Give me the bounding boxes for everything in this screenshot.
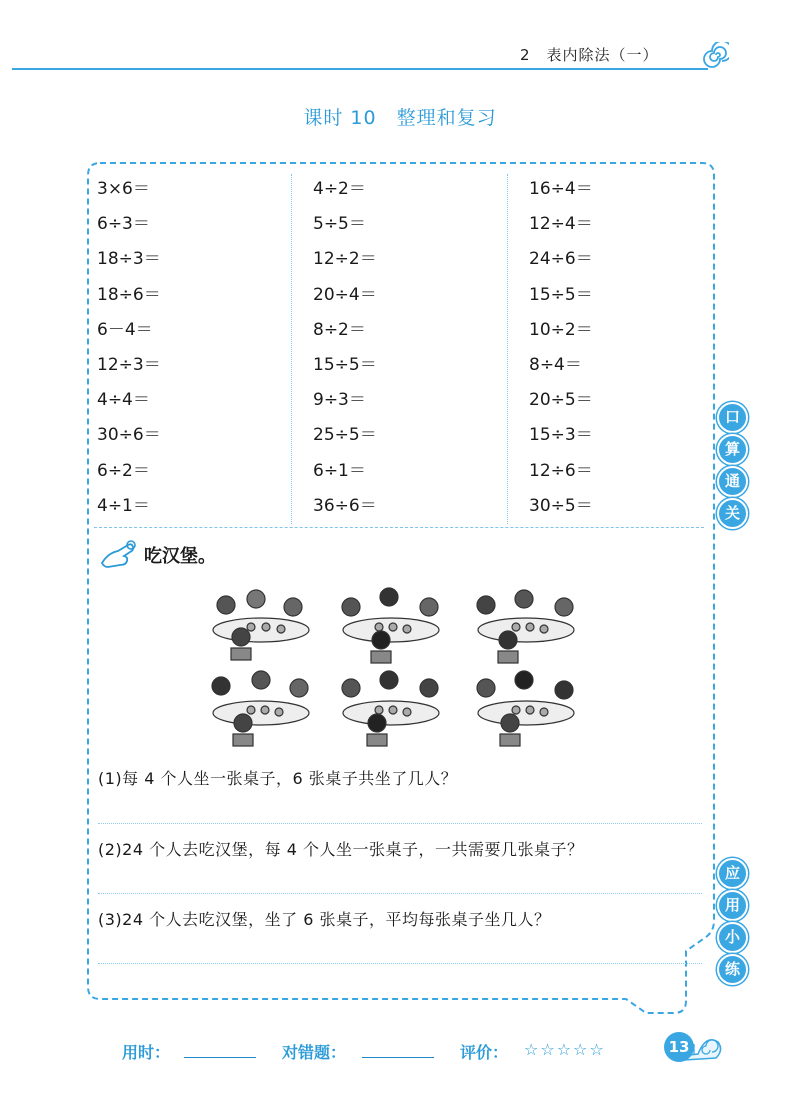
arith-item: 12÷4＝ — [529, 214, 593, 235]
table-group-illustration — [342, 588, 439, 663]
arith-column-1 — [97, 172, 297, 524]
arith-item: 6÷2＝ — [97, 460, 150, 481]
arith-item: 4÷1＝ — [97, 495, 150, 516]
answer-line — [98, 893, 702, 894]
arith-item: 12÷2＝ — [313, 249, 377, 270]
side-tab-char: 小 — [717, 922, 748, 953]
arith-item: 36÷6＝ — [313, 495, 377, 516]
column-divider — [291, 174, 292, 524]
rating-stars[interactable]: ☆☆☆☆☆ — [524, 1040, 606, 1059]
table-group-illustration — [477, 590, 574, 663]
arith-item: 5÷5＝ — [313, 214, 366, 235]
arith-item: 6－4＝ — [97, 319, 153, 340]
side-tab-char: 练 — [717, 954, 748, 985]
side-tab-char: 算 — [717, 434, 748, 465]
column-divider — [507, 174, 508, 524]
header-rule — [12, 68, 708, 70]
arith-item: 15÷3＝ — [529, 425, 593, 446]
errors-blank[interactable] — [362, 1057, 434, 1058]
page-number: 13 — [664, 1032, 694, 1062]
arith-item: 30÷6＝ — [97, 425, 161, 446]
chapter-header: 2 表内除法（一） — [520, 46, 659, 64]
arith-item: 25÷5＝ — [313, 425, 377, 446]
arith-item: 20÷4＝ — [313, 284, 377, 305]
question-2: (2)24 个人去吃汉堡，每 4 个人坐一张桌子，一共需要几张桌子？ — [98, 840, 584, 859]
arith-item: 6÷1＝ — [313, 460, 366, 481]
arith-item: 9÷3＝ — [313, 390, 366, 411]
time-label: 用时： — [122, 1043, 171, 1062]
side-tab-char: 口 — [717, 402, 748, 433]
arith-item: 4÷4＝ — [97, 390, 150, 411]
arith-item: 12÷6＝ — [529, 460, 593, 481]
table-group-illustration — [212, 671, 309, 746]
arith-item: 6÷3＝ — [97, 214, 150, 235]
arith-item: 8÷2＝ — [313, 319, 366, 340]
arith-item: 20÷5＝ — [529, 390, 593, 411]
side-tab-char: 应 — [717, 858, 748, 889]
rating-label: 评价： — [460, 1043, 509, 1062]
arith-column-3 — [529, 172, 729, 524]
spiral-icon — [703, 42, 729, 68]
arith-item: 18÷6＝ — [97, 284, 161, 305]
side-tab-char: 用 — [717, 890, 748, 921]
time-blank[interactable] — [184, 1057, 256, 1058]
arith-item: 3×6＝ — [97, 179, 150, 199]
question-1: (1)每 4 个人坐一张桌子，6 张桌子共坐了几人？ — [98, 769, 458, 788]
arith-item: 30÷5＝ — [529, 495, 593, 516]
arith-column-2 — [313, 172, 513, 524]
table-group-illustration — [477, 671, 574, 746]
answer-line — [98, 823, 702, 824]
question-3: (3)24 个人去吃汉堡，坐了 6 张桌子，平均每张桌子坐几人？ — [98, 910, 551, 929]
side-tab-char: 通 — [717, 466, 748, 497]
children-eating-illustration — [196, 580, 606, 750]
table-group-illustration — [342, 671, 439, 746]
arith-item: 8÷4＝ — [529, 354, 582, 375]
arith-item: 16÷4＝ — [529, 179, 593, 199]
pointing-hand-icon — [98, 537, 138, 571]
arith-item: 10÷2＝ — [529, 319, 593, 340]
answer-line — [98, 963, 702, 964]
arith-item: 4÷2＝ — [313, 179, 366, 199]
arith-item: 15÷5＝ — [529, 284, 593, 305]
section-divider — [94, 527, 704, 528]
arith-item: 18÷3＝ — [97, 249, 161, 270]
arith-item: 12÷3＝ — [97, 354, 161, 375]
arith-item: 24÷6＝ — [529, 249, 593, 270]
lesson-title: 课时 10 整理和复习 — [303, 107, 497, 129]
table-group-illustration — [213, 590, 309, 660]
section-title: 吃汉堡。 — [144, 546, 216, 567]
arith-item: 15÷5＝ — [313, 354, 377, 375]
errors-label: 对错题： — [282, 1043, 347, 1062]
side-tab-char: 关 — [717, 498, 748, 529]
